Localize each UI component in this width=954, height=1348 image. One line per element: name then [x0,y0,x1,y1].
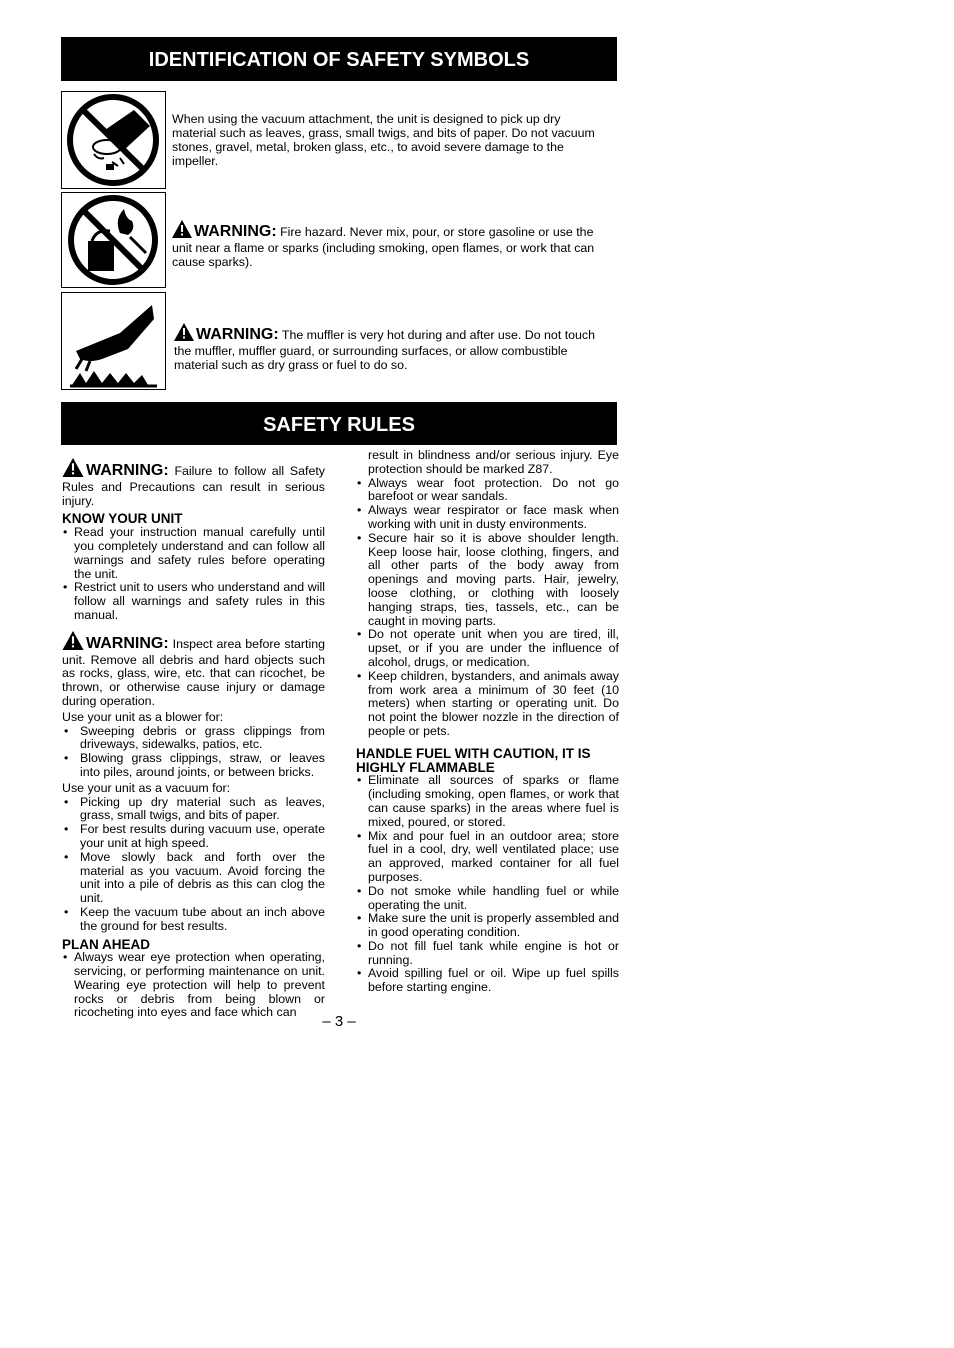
list-item: • Keep the vacuum tube about an inch above the ground for best results. [62,906,325,934]
warning-triangle-icon [62,631,84,654]
list-item: • Do not operate unit when you are tired, ill, upset, or if you are under the influence of alcohol, drugs, or medication. [356,628,619,669]
vacuum-intro: Use your unit as a vacuum for: [62,780,231,795]
fire-warning-body: Fire hazard. Never mix, pour, or store gasoline or use the unit near a flame or sparks (including smoking, open flames, or work that can cause sparks). [172,225,595,269]
hot-muffler-warning-text [174,323,604,372]
warning-label: WARNING: [196,326,279,343]
general-warning-text: Failure to follow all Safety Rules and Precautions can result in serious injury. [62,464,325,508]
vacuum-symbol-text: When using the vacuum attachment, the unit is designed to pick up dry material such as leaves, grass, small twigs, and bits of paper. Do not vacuum stones, gravel, metal, broken glass, etc., to avoid severe damage to the impeller. [172,112,595,168]
warning-triangle-icon [62,458,84,481]
hot-surface-hand-icon [61,292,166,390]
list-item: • Secure hair so it is above shoulder length. Keep loose hair, loose clothing, fingers, and all other parts of the body away from openings and moving parts. Hair, jewelry, loose clothing, or clothing with loosely hanging straps, ties, tassels, etc., can be caught in moving parts. [356,532,619,629]
right-column [356,449,619,995]
inspect-warning [62,631,325,709]
no-vacuum-hard-objects-icon [61,91,166,189]
list-item: • Do not smoke while handling fuel or while operating the unit. [356,885,619,913]
list-item: • Read your instruction manual carefully until you completely understand and can follow all warnings and safety rules before operating the unit. [62,526,325,581]
warning-triangle-icon [172,220,192,241]
list-item: • Always wear respirator or face mask when working with unit in dusty environments. [356,504,619,532]
list-item: • Make sure the unit is properly assembled and in good operating condition. [356,912,619,940]
safety-rules-banner: SAFETY RULES [61,402,617,445]
list-item: • Always wear eye protection when operating, servicing, or performing maintenance on unit. Wearing eye protection will help to prevent rocks or debris from being blown or ricocheting into eyes and face which can [62,951,325,1020]
list-item: • Blowing grass clippings, straw, or leaves into piles, around joints, or between bricks. [62,752,325,780]
hot-warning-body: The muffler is very hot during and after use. Do not touch the muffler, muffler guard, or surrounding surfaces, or allow combustible material such as dry grass or fuel to do so. [174,328,596,372]
inspect-warning-text: Inspect area before starting unit. Remove all debris and hard objects such as rocks, glass, wire, etc. that can ricochet, be thrown, or otherwise cause injury or damage during operation. [62,636,326,708]
list-item: • Do not fill fuel tank while engine is hot or running. [356,940,619,968]
safety-symbols-banner: IDENTIFICATION OF SAFETY SYMBOLS [61,37,617,81]
list-item: • Restrict unit to users who understand and will follow all warnings and safety rules in this manual. [62,581,325,622]
left-column [62,458,325,1020]
plan-ahead-heading: PLAN AHEAD [62,936,151,952]
plan-ahead-continued: result in blindness and/or serious injury. Eye protection should be marked Z87. [368,448,619,476]
warning-triangle-icon [174,323,194,344]
fire-warning-text [172,220,602,269]
fuel-caution-heading: HANDLE FUEL WITH CAUTION, IT IS HIGHLY FLAMMABLE [356,745,591,775]
warning-label: WARNING: [194,223,277,240]
list-item: • Always wear foot protection. Do not go barefoot or wear sandals. [356,477,619,505]
know-your-unit-heading: KNOW YOUR UNIT [62,511,183,527]
list-item: • Move slowly back and forth over the material as you vacuum. Avoid forcing the unit into a pile of debris as this can clog the unit. [62,851,325,906]
no-fire-near-fuel-icon [61,192,166,288]
list-item: • Sweeping debris or grass clippings from driveways, sidewalks, patios, etc. [62,725,325,753]
list-item: • Eliminate all sources of sparks or flame (including smoking, open flames, or work that can cause sparks) in the areas where fuel is mixed, poured, or stored. [356,774,619,829]
list-item: • Avoid spilling fuel or oil. Wipe up fuel spills before starting engine. [356,967,619,995]
list-item: • For best results during vacuum use, operate your unit at high speed. [62,823,325,851]
blower-intro: Use your unit as a blower for: [62,709,224,724]
list-item: • Picking up dry material such as leaves, grass, small twigs, and bits of paper. [62,796,325,824]
list-item: • Keep children, bystanders, and animals away from work area a minimum of 30 feet (10 meters) when starting or operating unit. Do not point the blower nozzle in the direction of people or pets. [356,670,619,739]
warning-label: WARNING: [86,462,169,479]
list-item: • Mix and pour fuel in an outdoor area; store fuel in a cool, dry, well ventilated place; use an approved, marked container for all fuel purposes. [356,830,619,885]
page-number: – 3 – [322,1013,356,1030]
warning-label: WARNING: [86,634,169,652]
general-warning [62,458,325,508]
